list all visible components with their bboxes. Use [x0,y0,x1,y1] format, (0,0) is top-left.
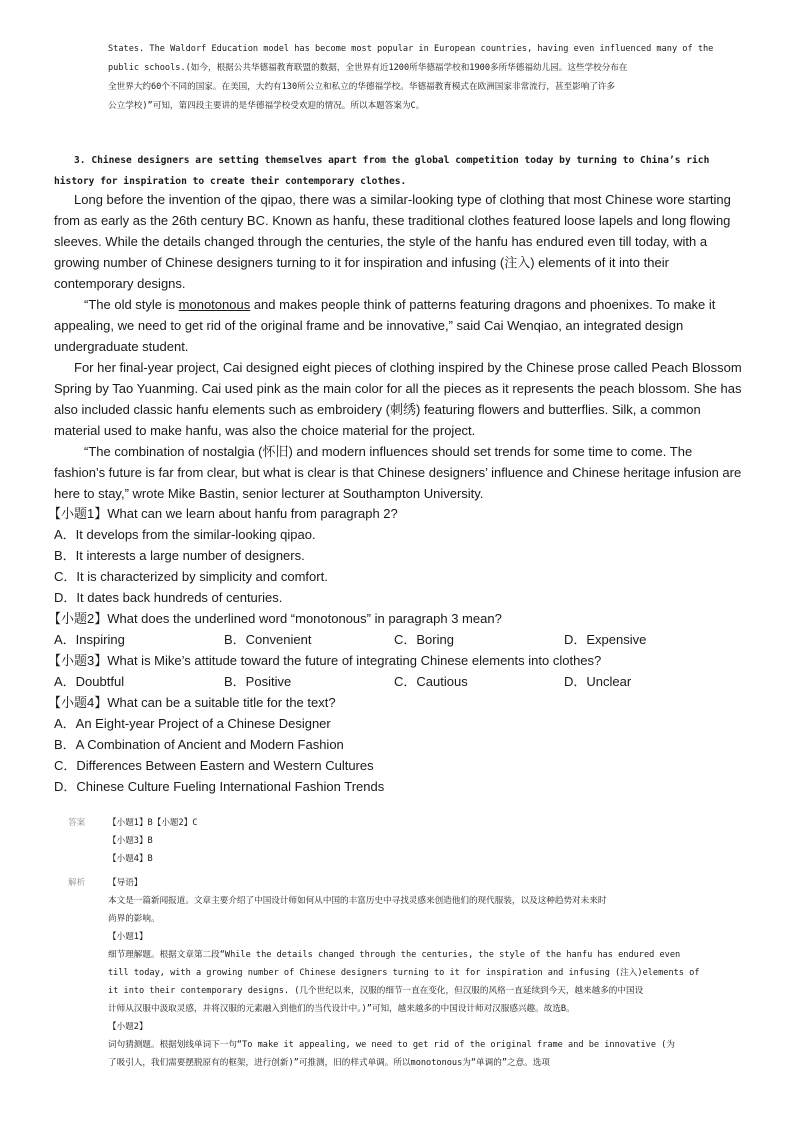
analysis-section [68,874,728,1072]
reading-passage [54,189,744,504]
question-list [48,503,754,797]
question-1-stem: 【小题1】What can we learn about hanfu from paragraph 2? [48,506,398,521]
answer-line: 【小题1】B【小题2】C [108,818,198,828]
text-line: States. The Waldorf Education model has become most popular in European countries, having even influenced many of the [108,44,714,54]
intro-line-1: 3. Chinese designers are setting themselves apart from the global competition today by turning to China’s rich [74,155,710,166]
answer-line: 【小题3】B [108,836,153,846]
question-4-option-d[interactable]: D．Chinese Culture Fueling International Fashion Trends [54,779,385,794]
question-3-intro [54,150,754,192]
question-2-stem: 【小题2】What does the underlined word “monotonous” in paragraph 3 mean? [48,611,502,626]
analysis-line: 了吸引人，我们需要摆脱原有的框架，进行创新)”可推测，旧的样式单调。所以monotonous为“单调的”之意。选项 [108,1058,550,1068]
question-4-option-b[interactable]: B．A Combination of Ancient and Modern Fashion [54,737,344,752]
question-1-option-d[interactable]: D．It dates back hundreds of centuries. [54,590,283,605]
analysis-line: 计师从汉服中汲取灵感，并将汉服的元素融入到他们的当代设计中。)”可知，越来越多的中国设计师对汉服感兴趣。故选B。 [108,1004,575,1014]
question-3-option-c[interactable]: C．Cautious [394,674,468,689]
text-line: 公立学校)”可知，第四段主要讲的是华德福学校受欢迎的情况。所以本题答案为C。 [108,101,425,111]
question-3-option-b[interactable]: B．Positive [224,674,292,689]
paragraph-4: “The combination of nostalgia (怀旧) and modern influences should set trends for some time to come. The fashion’s future is far from clear, but what is clear is that Chinese designers’ influence and Chinese heritage infusion are here to stay,” wrote Mike Bastin, senior lecturer at Southampton University. [54,444,742,501]
text-line: public schools.(如今，根据公共华德福教育联盟的数据，全世界有近1200所华德福学校和1900多所华德福幼儿园。这些学校分布在 [108,63,628,73]
quote-start: “The old style is [84,297,179,312]
paragraph-1: Long before the invention of the qipao, there was a similar-looking type of clothing that most Chinese wore starting from as early as the 26th century BC. Known as hanfu, these traditional clothes featured loose lapels and long flowing sleeves. While the details changed through the centuries, the style of the hanfu has endured even till today, with a growing number of Chinese designers turning to it for inspiration and infusing (注入) elements of it into their contemporary designs. [54,192,731,291]
question-3-option-a[interactable]: A．Doubtful [54,674,125,689]
analysis-line: 【小题1】 [108,932,148,942]
analysis-line: 【小题2】 [108,1022,148,1032]
analysis-line: 尚界的影响。 [108,914,160,924]
answer-line: 【小题4】B [108,854,153,864]
analysis-line: 词句猜测题。根据划线单词下一句“To make it appealing, we need to get rid of the original frame and be innovative (为 [108,1040,675,1050]
question-4-option-a[interactable]: A．An Eight-year Project of a Chinese Designer [54,716,331,731]
question-3-option-d[interactable]: D．Unclear [564,674,632,689]
question-4-stem: 【小题4】What can be a suitable title for the text? [48,695,336,710]
paragraph-2 [54,294,744,357]
paragraph-3: For her final-year project, Cai designed eight pieces of clothing inspired by the Chinese prose called Peach Blossom Spring by Tao Yuanming. Cai used pink as the main color for all the pieces as it represents the peach blossom. She has also included classic hanfu elements such as embroidery (刺绣) featuring flowers and butterflies. Silk, a common material used to make hanfu, was also the choice material for the project. [54,360,742,438]
answer-label: 答案 [68,818,86,828]
question-2-option-d[interactable]: D．Expensive [564,632,647,647]
question-3-stem: 【小题3】What is Mike’s attitude toward the future of integrating Chinese elements into clothes? [48,653,602,668]
analysis-line: 【导语】 [108,878,143,888]
question-2-options [54,629,754,650]
question-4-option-c[interactable]: C．Differences Between Eastern and Western Cultures [54,758,374,773]
analysis-line: 本文是一篇新闻报道。文章主要介绍了中国设计师如何从中国的丰富历史中寻找灵感来创造他们的现代服装，以及这种趋势对未来时 [108,896,607,906]
previous-answer-explanation [108,40,728,116]
question-2-option-c[interactable]: C．Boring [394,632,454,647]
question-1-option-b[interactable]: B．It interests a large number of designers. [54,548,305,563]
question-1-option-a[interactable]: A．It develops from the similar-looking qipao. [54,527,316,542]
underlined-word: monotonous [178,297,251,312]
analysis-line: it into their contemporary designs. (几个世纪以来，汉服的细节一直在变化，但汉服的风格一直延续到今天，越来越多的中国设 [108,986,644,996]
analysis-label: 解析 [68,878,86,888]
text-line: 全世界大约60个不同的国家。在美国，大约有130所公立和私立的华德福学校。华德福教育模式在欧洲国家非常流行，甚至影响了许多 [108,82,616,92]
analysis-line: 细节理解题。根据文章第二段“While the details changed through the centuries, the style of the hanfu has endured even [108,950,681,960]
question-1-option-c[interactable]: C．It is characterized by simplicity and comfort. [54,569,328,584]
question-2-option-a[interactable]: A．Inspiring [54,632,125,647]
answer-section [68,814,728,868]
intro-line-2: history for inspiration to create their contemporary clothes. [54,176,407,187]
question-3-options [54,671,754,692]
question-2-option-b[interactable]: B．Convenient [224,632,312,647]
quote-rest: and makes people think of patterns featuring dragons and phoenixes. To make it appealing, we need to get rid of the original frame and be innovative,” said Cai Wenqiao, an integrated design undergraduate student. [54,297,716,354]
analysis-line: till today, with a growing number of Chinese designers turning to it for inspiration and infusing (注入)elements of [108,968,700,978]
